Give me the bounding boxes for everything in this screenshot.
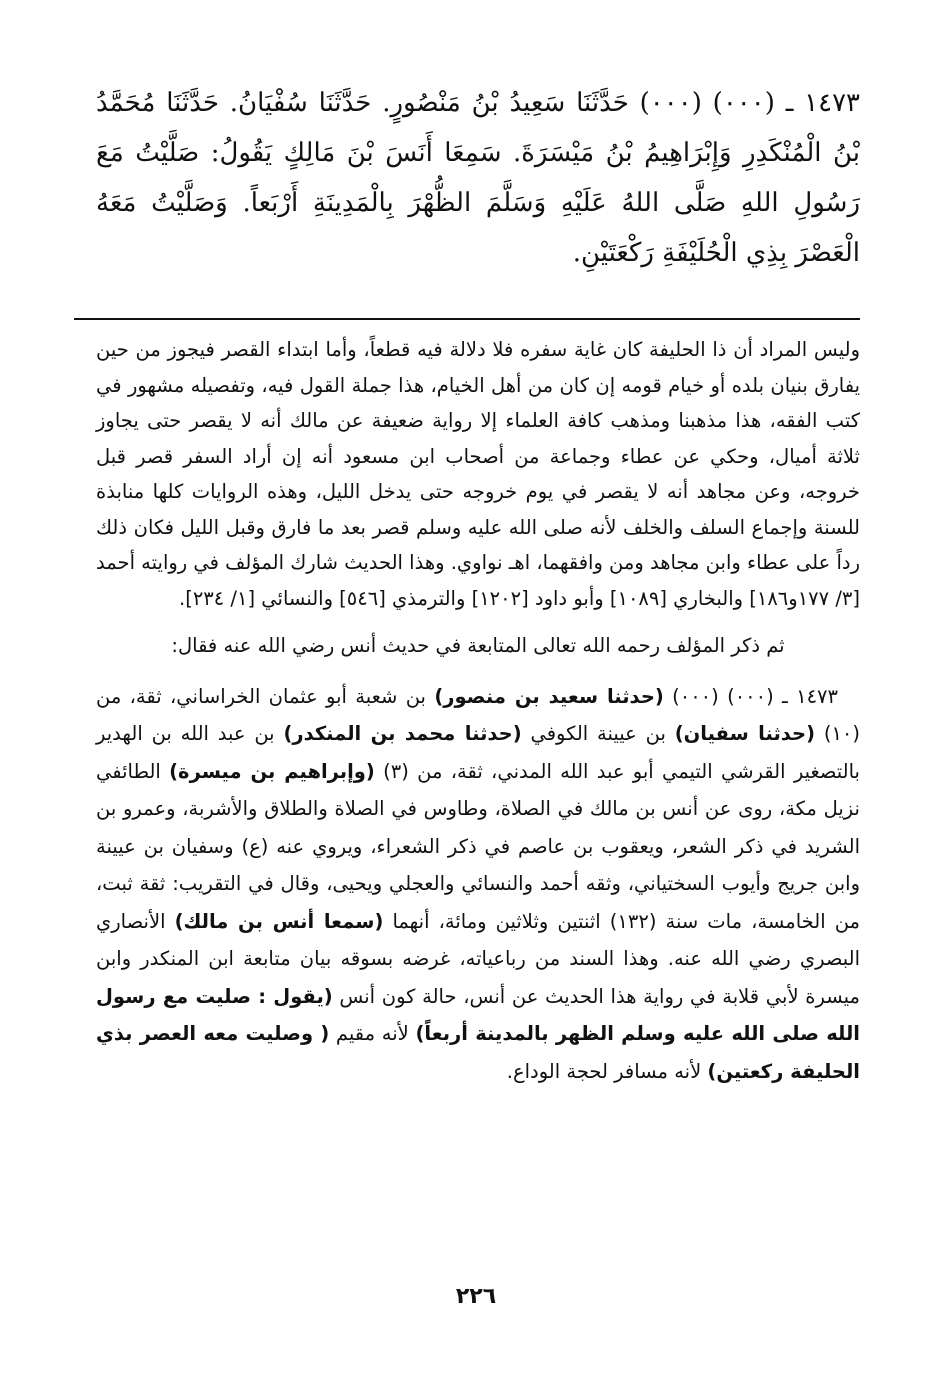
explanation-segment: لأنه مقيم <box>329 1022 416 1045</box>
explanation-segment: بن عبد الله بن الهدير بالتصغير القرشي التيمي أبو عبد الله المدني، ثقة، من (٣) <box>96 722 860 783</box>
quoted-matn: ( وصليت معه العصر بذي الحليفة ركعتين) <box>96 1022 860 1083</box>
hadith-text: ١٤٧٣ ـ (٠٠٠) (٠٠٠) حَدَّثَنَا سَعِيدُ بْنُ مَنْصُورٍ. حَدَّثَنَا سُفْيَانُ. حَدَّثَنَا مُحَمَّدُ بْنُ الْمُنْكَدِرِ وَإِبْرَاهِيمُ بْنُ مَيْسَرَةَ. سَمِعَا أَنَسَ بْنَ مَالِكٍ يَقُولُ: صَلَّيْتُ مَعَ رَسُولِ اللهِ صَلَّى اللهُ عَلَيْهِ وَسَلَّمَ الظُّهْرَ بِالْمَدِينَةِ أَرْبَعاً. وَصَلَّيْتُ مَعَهُ الْعَصْرَ بِذِي الْحُلَيْفَةِ رَكْعَتَيْنِ. <box>96 88 861 268</box>
explanation-segment: الأنصاري البصري رضي الله عنه. وهذا السند من رباعياته، غرضه بسوقه بيان متابعة ابن المنكدر وابن ميسرة لأبي قلابة في رواية هذا الحديث عن أنس، حالة كون أنس <box>96 909 860 1008</box>
footnote-separator <box>74 318 860 320</box>
explanation-segment: بن عيينة الكوفي <box>521 722 675 745</box>
quoted-matn: (حدثنا سعيد بن منصور) <box>434 684 664 708</box>
quoted-matn: (يقول : صليت مع رسول الله صلى الله عليه وسلم الظهر بالمدينة أربعاً) <box>96 984 860 1045</box>
commentary-paragraph: وليس المراد أن ذا الحليفة كان غاية سفره فلا دلالة فيه قطعاً، وأما ابتداء القصر فيجوز من حين يفارق بنيان بلده أو خيام قومه إن كان من أهل الخيام، هذا جملة القول فيه، وتفصيله مشهور في كتب الفقه، هذا مذهبنا ومذهب كافة العلماء إلا رواية ضعيفة عن مالك أنه لا يقصر حتى يجاوز ثلاثة أميال، وحكي عن عطاء وجماعة من أصحاب ابن مسعود أنه إن أراد السفر قصر قبل خروجه، وعن مجاهد أنه لا يقصر في يوم خروجه حتى يدخل الليل، وهذه الروايات كلها منابذة للسنة وإجماع السلف والخلف لأنه صلى الله عليه وسلم قصر بعد ما فارق وقبل الليل فكان ذلك رداً على عطاء وابن مجاهد ومن وافقهما، اهـ نواوي. وهذا الحديث شارك المؤلف في روايته أحمد [٣/ ١٧٧و١٨٦] والبخاري [١٠٨٩] وأبو داود [١٢٠٢] والترمذي [٥٤٦] والنسائي [١/ ٢٣٤]. <box>96 338 860 610</box>
explanation-segment: ١٤٧٣ ـ (٠٠٠) (٠٠٠) <box>663 684 838 708</box>
explanation-segment: الطائفي نزيل مكة، روى عن أنس بن مالك في الصلاة، وطاوس في الصلاة والطلاق والأشربة، وعمرو بن الشريد في ذكر الشعر، ويعقوب بن عاصم في ذكر الشعراء، ويروي عنه (ع) وسفيان بن عيينة وابن جريج وأيوب السختياني، وثقه أحمد والنسائي والعجلي ويحيى، وقال في التقريب: ثقة ثبت، من الخامسة، مات سنة (١٣٢) اثنتين وثلاثين ومائة، أنهما <box>96 759 860 933</box>
quoted-matn: (وإبراهيم بن ميسرة) <box>169 759 375 783</box>
page-number: ٢٢٦ <box>455 1284 497 1309</box>
explanation-segment: لأنه مسافر لحجة الوداع. <box>506 1059 708 1083</box>
explanation-segment: بن شعبة أبو عثمان الخراساني، ثقة، من (١٠) <box>96 684 860 745</box>
quoted-matn: (حدثنا سفيان) <box>674 722 815 745</box>
mutaba-intro: ثم ذكر المؤلف رحمه الله تعالى المتابعة في حديث أنس رضي الله عنه فقال: <box>171 634 785 657</box>
explanation-paragraph <box>96 678 860 1091</box>
quoted-matn: (حدثنا محمد بن المنكدر) <box>283 722 522 745</box>
quoted-matn: (سمعا أنس بن مالك) <box>174 909 384 933</box>
